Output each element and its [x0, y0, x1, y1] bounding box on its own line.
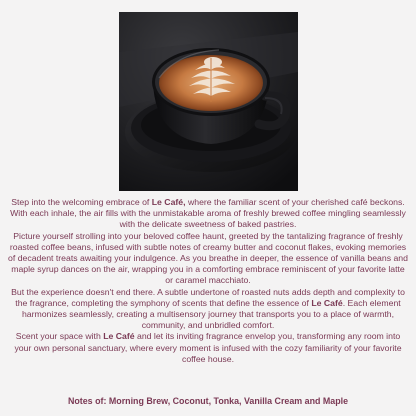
description-text: and let its inviting fragrance envelop you, transforming any room into your own personal sanctuary, where every moment is infused with the cozy familiarity of your favorite coffee house. [14, 331, 402, 364]
description-paragraph-1 [8, 197, 408, 231]
description-text: Step into the welcoming embrace of [11, 197, 152, 207]
description-paragraph-3 [8, 287, 408, 332]
brand-name: Le Café [311, 297, 343, 308]
description-text: Scent your space with [15, 331, 104, 342]
product-description [8, 197, 408, 365]
description-text: where the familiar scent of your cherished café beckons. With each inhale, the air fills with the unmistakable aroma of freshly brewed coffee mingling seamlessly with the delicate sweetness of baked pastries. [10, 197, 406, 230]
coffee-photo [119, 12, 298, 191]
brand-name: Le Café [103, 331, 135, 342]
latte-art-coffee-cup-image [119, 12, 298, 191]
description-paragraph-4 [8, 331, 408, 365]
brand-name: Le Café, [151, 197, 186, 207]
description-text: . Each element harmonizes seamlessly, creating a multisensory journey that transports you to a place of warmth, community, and unbridled comfort. [21, 297, 401, 331]
description-text: But the experience doesn't end there. A subtle undertone of roasted nuts adds depth and complexity to the fragrance, completing the symphony of scents that define the essence of [11, 286, 405, 308]
description-paragraph-2: Picture yourself strolling into your beloved coffee haunt, greeted by the tantalizing fragrance of freshly roasted coffee beans, infused with subtle notes of creamy butter and coconut flakes, evoking memories of decadent treats awaiting your indulgence. As you breathe in deeper, the essence of vanilla beans and maple syrup dances on the air, wrapping you in a comforting embrace reminiscent of your favorite latte or caramel macchiato. [8, 230, 408, 286]
scent-notes: Notes of: Morning Brew, Coconut, Tonka, Vanilla Cream and Maple [67, 396, 349, 406]
